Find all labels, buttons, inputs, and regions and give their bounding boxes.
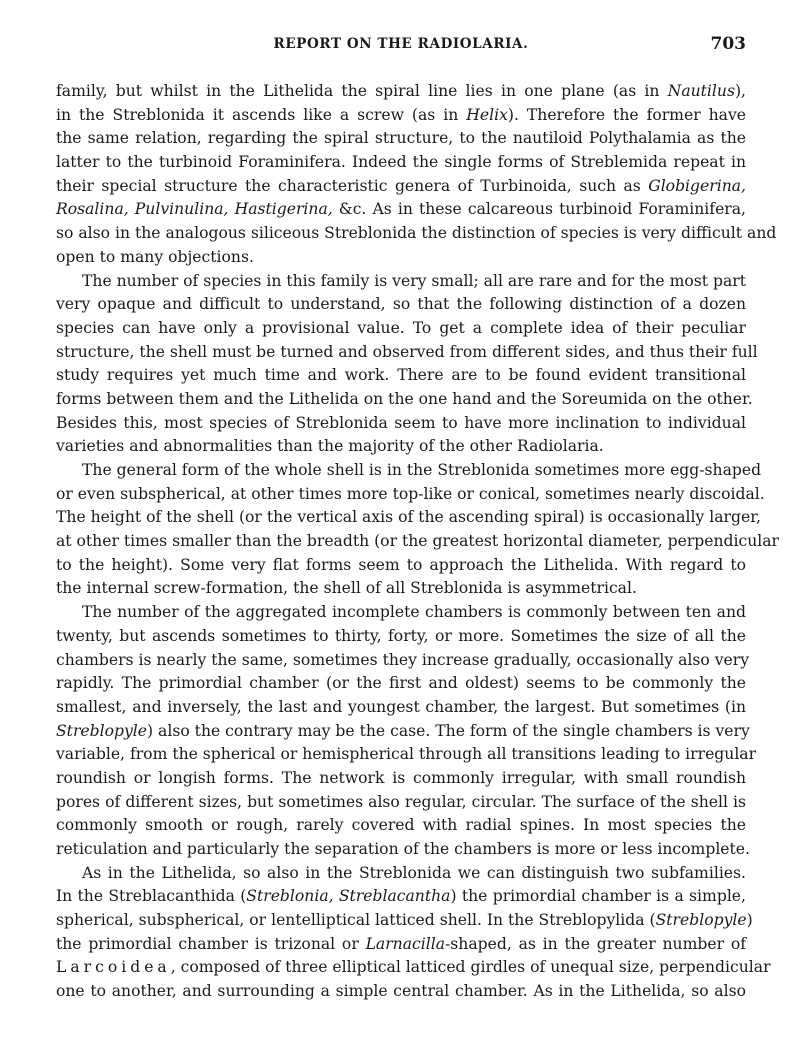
- text-line: [56, 412, 746, 436]
- text-line: [56, 672, 746, 696]
- text-line: [56, 743, 757, 767]
- page-number: 703: [710, 34, 746, 54]
- text-line: [56, 696, 746, 720]
- text-line: [56, 506, 761, 530]
- text-line: [56, 649, 750, 673]
- text-line: [56, 554, 746, 578]
- text-line: [56, 956, 771, 980]
- text-line: [56, 980, 746, 1004]
- text-run: pores of different sizes, but sometimes also regular, circular. The surface of the shell is: [56, 792, 746, 811]
- text-line: [56, 791, 746, 815]
- text-run: family, but whilst in the Lithelida the spiral line lies in one plane (as in: [56, 82, 668, 100]
- text-line: [56, 198, 746, 222]
- text-run: variable, from the spherical or hemispherical through all transitions leading to irregular: [56, 745, 757, 764]
- text-run: varieties and abnormalities than the majority of the other Radiolaria.: [56, 437, 604, 456]
- text-line: [56, 293, 746, 317]
- text-run: rapidly. The primordial chamber (or the first and oldest) seems to be commonly the: [56, 674, 746, 693]
- text-run: ) also the contrary may be the case. The form of the single chambers is very: [147, 721, 750, 740]
- text-run: or even subspherical, at other times more top-like or conical, sometimes nearly discoidal.: [56, 484, 765, 503]
- text-run: Besides this, most species of Streblonida seem to have more inclination to individual: [56, 413, 746, 432]
- text-run: smallest, and inversely, the last and youngest chamber, the largest. But sometimes (in: [56, 697, 746, 716]
- text-run: As in the Lithelida, so also in the Streblonida we can distinguish two subfamilies.: [82, 863, 746, 882]
- text-line: [56, 222, 777, 246]
- text-run: The general form of the whole shell is in the Streblonida sometimes more egg-shaped: [82, 461, 762, 479]
- text-run: ): [746, 911, 753, 930]
- italic-term: Rosalina, Pulvinulina, Hastigerina,: [56, 200, 333, 219]
- text-run: at other times smaller than the breadth (or the greatest horizontal diameter, perpendicular: [56, 532, 780, 551]
- text-run: so also in the analogous siliceous Streblonida the distinction of species is very difficult and: [56, 224, 777, 243]
- text-run: the primordial chamber is trizonal or: [56, 934, 366, 953]
- italic-term: Streblopyle: [655, 911, 747, 930]
- text-line: [56, 625, 746, 649]
- text-run: The number of species in this family is very small; all are rare and for the most part: [82, 271, 746, 290]
- italic-term: Globigerina,: [648, 176, 746, 195]
- text-run: to the height). Some very flat forms seem to approach the Lithelida. With regard to: [56, 555, 746, 574]
- text-run: their special structure the characteristic genera of Turbinoida, such as: [56, 176, 649, 195]
- page-header: [56, 36, 746, 60]
- paragraph: [56, 601, 757, 862]
- text-run: commonly smooth or rough, rarely covered with radial spines. In most species the: [56, 816, 746, 835]
- text-line: [56, 933, 746, 957]
- text-line: [56, 435, 746, 459]
- text-run: study requires yet much time and work. There are to be found evident transitional: [56, 366, 746, 385]
- text-line: [56, 601, 746, 625]
- text-line: [56, 175, 746, 199]
- text-line: [56, 80, 746, 104]
- text-line: [56, 909, 753, 933]
- italic-term: Nautilus: [667, 82, 735, 100]
- paragraph: [56, 270, 758, 460]
- text-line: [56, 483, 765, 507]
- text-line: [56, 127, 746, 151]
- text-run: ). Therefore the former have: [507, 105, 746, 124]
- text-run: in the Streblonida it ascends like a screw (as in: [56, 105, 467, 124]
- italic-term: Streblopyle: [56, 721, 147, 740]
- text-run: In the Streblacanthida (: [56, 887, 247, 906]
- text-line: [56, 459, 762, 483]
- text-run: forms between them and the Lithelida on the one hand and the Soreumida on the other.: [56, 389, 753, 408]
- text-line: [56, 104, 746, 128]
- text-run: &c. As in these calcareous turbinoid Foraminifera,: [332, 200, 747, 219]
- text-run: , composed of three elliptical latticed girdles of unequal size, perpendicular: [170, 958, 771, 977]
- text-line: [56, 151, 746, 175]
- text-line: [56, 341, 758, 365]
- paragraph: [56, 459, 780, 601]
- text-run: the internal screw-formation, the shell of all Streblonida is asymmetrical.: [56, 579, 637, 598]
- text-run: species can have only a provisional value. To get a complete idea of their peculiar: [56, 318, 746, 337]
- text-line: [56, 270, 746, 294]
- text-run: ) the primordial chamber is a simple,: [450, 887, 746, 906]
- italic-term: Larnacilla: [365, 934, 446, 953]
- text-line: [56, 364, 746, 388]
- text-line: [56, 530, 780, 554]
- text-run: structure, the shell must be turned and observed from different sides, and thus their full: [56, 342, 758, 361]
- text-line: [56, 388, 753, 412]
- text-line: [56, 838, 750, 862]
- text-line: [56, 814, 746, 838]
- text-line: [56, 885, 746, 909]
- text-run: the same relation, regarding the spiral structure, to the nautiloid Polythalamia as the: [56, 129, 746, 148]
- running-title: REPORT ON THE RADIOLARIA.: [273, 36, 529, 52]
- text-line: [56, 720, 750, 744]
- text-run: chambers is nearly the same, sometimes they increase gradually, occasionally also very: [56, 650, 750, 669]
- text-run: spherical, subspherical, or lentelliptical latticed shell. In the Streblopylida (: [56, 911, 656, 930]
- text-run: one to another, and surrounding a simple central chamber. As in the Lithelida, so also: [56, 982, 746, 1001]
- text-run: -shaped, as in the greater number of: [445, 934, 746, 953]
- text-run: roundish or longish forms. The network is commonly irregular, with small roundish: [56, 768, 746, 787]
- text-line: [56, 246, 746, 270]
- text-line: [56, 767, 746, 791]
- text-run: twenty, but ascends sometimes to thirty, forty, or more. Sometimes the size of all the: [56, 626, 746, 645]
- italic-term: Streblonia, Streblacantha: [246, 887, 451, 906]
- text-run: ),: [734, 82, 746, 100]
- text-line: [56, 577, 746, 601]
- body-text: [56, 80, 780, 1004]
- text-run: latter to the turbinoid Foraminifera. Indeed the single forms of Streblemida repeat in: [56, 153, 746, 172]
- paragraph: [56, 80, 777, 270]
- spaced-term: Larcoidea: [56, 958, 171, 977]
- text-run: open to many objections.: [56, 247, 254, 266]
- text-run: The height of the shell (or the vertical axis of the ascending spiral) is occasionally larger,: [56, 508, 761, 527]
- text-line: [56, 317, 746, 341]
- paragraph: [56, 862, 771, 1004]
- text-run: The number of the aggregated incomplete chambers is commonly between ten and: [82, 603, 746, 622]
- italic-term: Helix: [466, 105, 508, 124]
- text-line: [56, 862, 746, 886]
- text-run: reticulation and particularly the separation of the chambers is more or less incomplete.: [56, 840, 750, 858]
- text-run: very opaque and difficult to understand, so that the following distinction of a dozen: [56, 295, 746, 314]
